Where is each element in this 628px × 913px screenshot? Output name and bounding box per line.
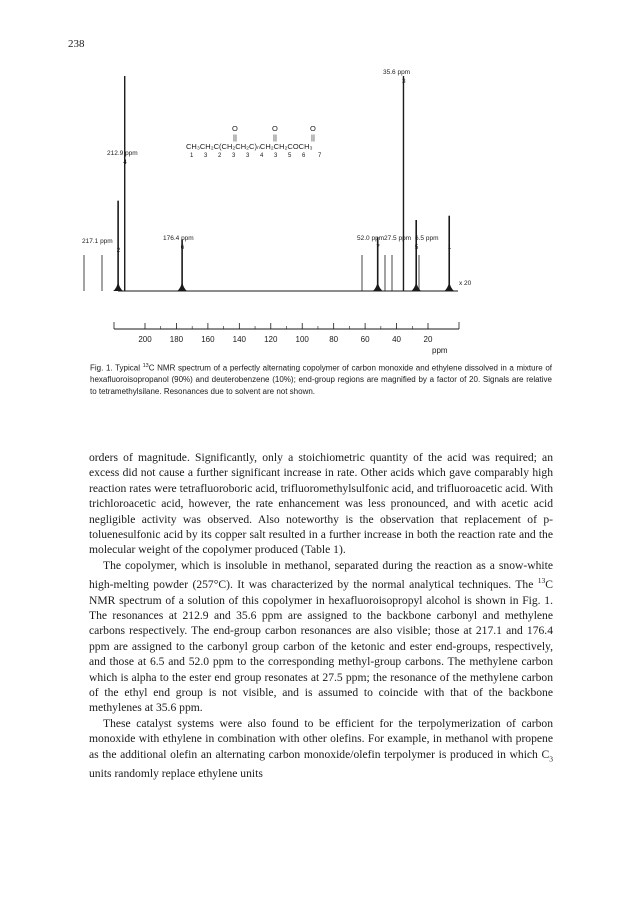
- magnified-region-bracket-1: [84, 255, 102, 291]
- nmr-spectrum: [0, 0, 628, 355]
- paragraph-2: [89, 558, 553, 716]
- magnified-region-bracket-2: [362, 255, 385, 291]
- nmr-figure: [0, 0, 628, 355]
- page-number: 238: [68, 38, 85, 50]
- formula-carbon-numbers: [190, 153, 322, 159]
- formula-number-1: 1: [190, 153, 194, 159]
- peak-5: [384, 220, 421, 291]
- peak-label-ppm-4: 212.9 ppm: [107, 150, 138, 157]
- x-tick-label-180: 180: [169, 335, 184, 344]
- x-tick-label-60: 60: [360, 335, 370, 344]
- formula-number-4: 3: [232, 153, 236, 159]
- peak-foot-5: [411, 281, 421, 291]
- formula-double-bond-3: ||: [311, 133, 315, 142]
- x-axis-ticks: [114, 322, 459, 344]
- magnified-region-bracket-3: [392, 255, 419, 291]
- x-tick-label-80: 80: [329, 335, 339, 344]
- formula-carbonyl-o-2: O: [272, 124, 278, 133]
- formula-carbonyl-o-3: O: [310, 124, 316, 133]
- x-tick-label-40: 40: [392, 335, 402, 344]
- x-tick-label-200: 200: [138, 335, 152, 344]
- formula-double-bond-2: ||: [273, 133, 277, 142]
- peak-label-ppm-5: 27.5 ppm: [384, 235, 412, 242]
- formula-number-10: 7: [318, 153, 322, 159]
- paragraph-3-part-b: units randomly replace ethylene units: [89, 767, 263, 781]
- formula-number-2: 3: [204, 153, 208, 159]
- formula-number-6: 4: [260, 153, 264, 159]
- caption-lead: Fig. 1. Typical: [90, 363, 140, 373]
- peak-label-carbon-7: 7: [376, 244, 380, 251]
- peak-6: [163, 235, 194, 291]
- peak-label-carbon-6: 6: [180, 244, 185, 251]
- caption-superscript: 13: [142, 363, 149, 369]
- paragraph-2-part-a: The copolymer, which is insoluble in methanol, separated during the reaction as a snow-white high-melting powder (257°C). It was characterized by the normal analytical techniques. The: [89, 558, 553, 592]
- x-tick-label-140: 140: [232, 335, 247, 344]
- peak-label-carbon-2: 2: [116, 247, 121, 254]
- x-axis-unit: ppm: [432, 346, 448, 355]
- magnification-label: x 20: [459, 280, 472, 287]
- caption-text: C NMR spectrum of a perfectly alternating copolymer of carbon monoxide and ethylene dissolved in a mixture of hexafluoroisopropanol (90%) and deuterobenzene (10%); end-group regions are magnified by a factor of 20. Signals are relative to tetramethylsilane. Resonances due to solvent are not shown.: [90, 363, 553, 396]
- peak-foot-6: [177, 281, 187, 291]
- peak-label-carbon-1: 1: [447, 244, 452, 251]
- peak-foot-2: [113, 281, 123, 291]
- formula-number-7: 3: [274, 153, 278, 159]
- peak-4: [107, 76, 138, 291]
- paragraph-3-subscript: 3: [549, 753, 553, 763]
- peak-label-carbon-3: 3: [401, 78, 406, 85]
- formula-number-3: 2: [218, 153, 222, 159]
- formula-double-bond-1: ||: [233, 133, 237, 142]
- peak-foot-1: [444, 281, 454, 291]
- formula-main: CH₃CH₂C(CH₂CH₂C)ₙCH₂CH₂COCH₃: [186, 142, 313, 151]
- peak-foot-7: [373, 281, 383, 291]
- x-tick-label-160: 160: [201, 335, 215, 344]
- paragraph-3-part-a: These catalyst systems were also found to be efficient for the terpolymerization of carbon monoxide with ethylene in combination with other olefins. For example, in methanol with propene as the additional olefin an alternating carbon monoxide/olefin terpolymer is produced in which C: [89, 716, 553, 761]
- paragraph-2-superscript: 13: [537, 576, 546, 586]
- x-tick-label-120: 120: [264, 335, 278, 344]
- x-tick-label-100: 100: [295, 335, 309, 344]
- formula-number-8: 5: [288, 153, 292, 159]
- formula-number-9: 6: [302, 153, 306, 159]
- peak-label-ppm-1: 6.5 ppm: [415, 235, 439, 242]
- structural-formula: [186, 124, 322, 159]
- peak-2: [82, 201, 123, 291]
- figure-caption: [90, 361, 552, 397]
- peak-label-ppm-7: 52.0 ppm: [357, 235, 385, 242]
- paragraph-2-part-b: C NMR spectrum of a solution of this copolymer in hexafluoroisopropyl alcohol is shown in Fig. 1. The resonances at 212.9 and 35.6 ppm are assigned to the backbone carbonyl and methylene carbons respectively. The end-group carbon resonances are also visible; those at 217.1 and 176.4 ppm are assigned to the carbonyl group carbon of the ketonic and ester end-groups, respectively, and those at 6.5 and 52.0 ppm to the corresponding methyl-group carbons. The methylene carbon which is alpha to the ester end group resonates at 27.5 ppm; the resonance of the methylene carbon of the ethyl end group is not visible, and is assumed to coincide with that of the backbone methylenes at 35.6 ppm.: [89, 578, 553, 715]
- peak-label-ppm-2: 217.1 ppm: [82, 238, 113, 245]
- peak-label-carbon-4: 4: [123, 159, 127, 166]
- peak-label-carbon-5: 5: [414, 244, 419, 251]
- peak-7: [357, 235, 384, 291]
- peak-label-ppm-3: 35.6 ppm: [383, 69, 411, 76]
- peaks-layer: [82, 69, 454, 291]
- formula-carbonyl-o-1: O: [232, 124, 238, 133]
- paragraph-3: [89, 716, 553, 782]
- body-text: [89, 450, 553, 782]
- x-tick-label-20: 20: [423, 335, 433, 344]
- peak-1: [415, 216, 454, 291]
- formula-number-5: 3: [246, 153, 250, 159]
- peak-3: [383, 69, 410, 291]
- paragraph-1: orders of magnitude. Significantly, only a stoichiometric quantity of the acid was required; an excess did not cause a further significant increase in rate. Other acids which gave comparably high reaction rates were tetrafluoroboric acid, trifluoromethylsulfonic acid, and trifluoroacetic acid. With trichloroacetic acid, however, the rate enhancement was less pronounced, and with acetic acid negligible activity was observed. Also noteworthy is the observation that replacement of p-toluenesulfonic acid by its copper salt resulted in a further increase in both the reaction rate and the molecular weight of the copolymer produced (Table 1).: [89, 451, 553, 557]
- peak-label-ppm-6: 176.4 ppm: [163, 235, 194, 242]
